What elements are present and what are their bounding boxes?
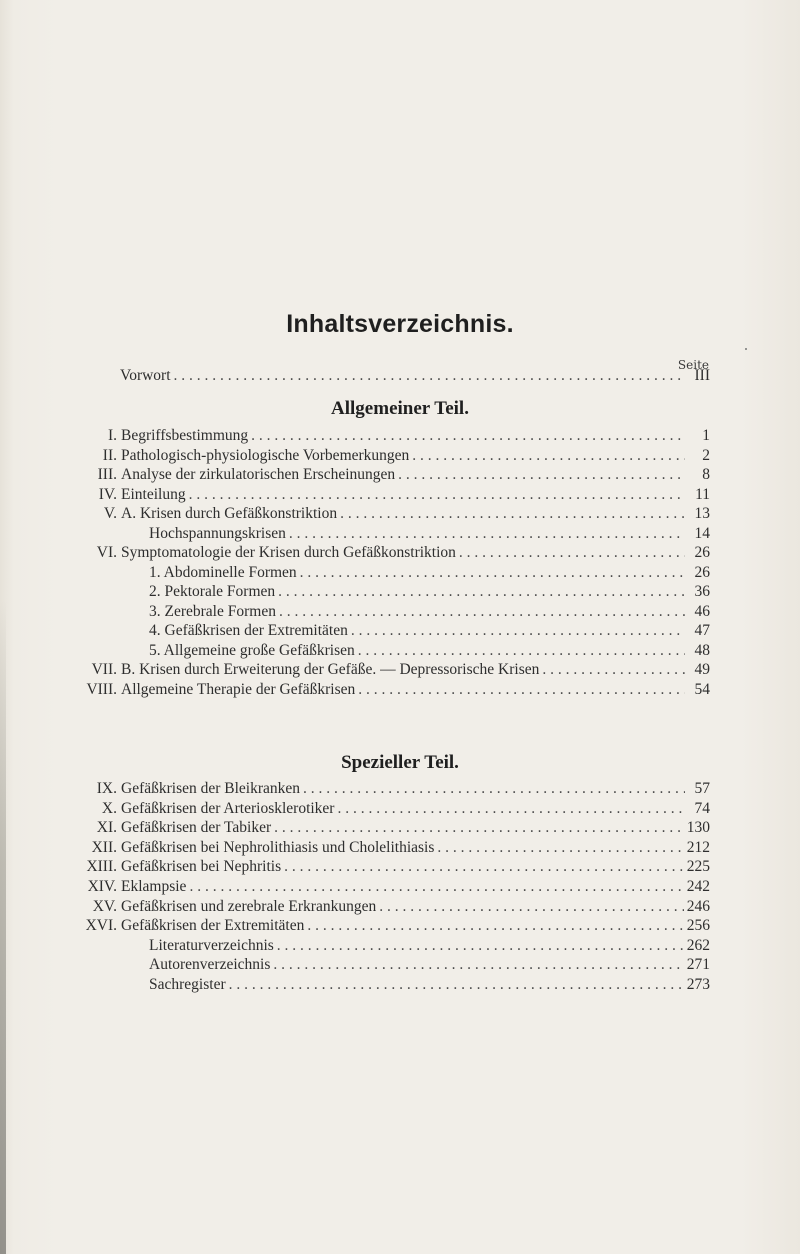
- toc-entry[interactable]: [64, 661, 710, 681]
- toc-entry[interactable]: [64, 858, 710, 878]
- toc-entry-title: Pathologisch-physiologische Vorbemerkungen: [121, 446, 410, 464]
- toc-entry-page: 1: [702, 427, 710, 444]
- toc-entry-number: I.: [107, 427, 117, 444]
- toc-entry-number: XI.: [96, 819, 117, 837]
- toc-entry-title: 2. Pektorale Formen: [149, 583, 276, 600]
- toc-entry-page: 49: [694, 661, 710, 678]
- toc-entry-page: 47: [694, 622, 710, 639]
- toc-entry-page: 8: [702, 466, 710, 483]
- dot-leader: [334, 800, 685, 818]
- toc-entry-page: 54: [694, 680, 710, 698]
- toc-entry-title: Symptomatologie der Krisen durch Gefäßkonstriktion: [121, 544, 456, 561]
- dot-leader: [171, 367, 685, 385]
- dot-leader: [186, 878, 683, 896]
- toc-entry-page: III: [694, 367, 710, 384]
- toc-entry-number: VII.: [91, 661, 117, 678]
- toc-entry-page: 242: [686, 878, 710, 895]
- dot-leader: [275, 583, 685, 601]
- dot-leader: [271, 819, 684, 837]
- toc-entry-page: 14: [694, 524, 710, 542]
- toc-entry-number: IX.: [96, 780, 117, 797]
- toc-entry[interactable]: [64, 642, 710, 662]
- toc-entry-page: 271: [686, 956, 710, 974]
- toc-entry-title: Gefäßkrisen der Arteriosklerotiker: [121, 799, 335, 817]
- section-heading-spezieller: Spezieller Teil.: [341, 752, 459, 773]
- toc-entry-title: Gefäßkrisen bei Nephritis: [121, 858, 282, 876]
- toc-entry-title: Begriffsbestimmung: [121, 427, 249, 444]
- toc-entry-title: Eklampsie: [121, 878, 187, 895]
- toc-entry-number: XIII.: [86, 858, 117, 876]
- toc-entry-title: Gefäßkrisen und zerebrale Erkrankungen: [121, 897, 377, 915]
- dot-leader: [434, 839, 683, 857]
- toc-entry-title: Vorwort: [120, 367, 171, 384]
- toc-entry[interactable]: [64, 525, 710, 545]
- toc-entry-title: Gefäßkrisen bei Nephrolithiasis und Cholelithiasis: [121, 838, 435, 856]
- dot-leader: [337, 505, 685, 523]
- dot-leader: [286, 525, 685, 543]
- dot-leader: [248, 427, 685, 445]
- toc-entry[interactable]: [64, 603, 710, 623]
- toc-entry-title: 5. Allgemeine große Gefäßkrisen: [149, 641, 355, 659]
- toc-entry-page: 225: [686, 858, 710, 876]
- toc-entry-title: A. Krisen durch Gefäßkonstriktion: [121, 505, 338, 522]
- toc-entry-number: VIII.: [86, 680, 117, 698]
- dot-leader: [395, 466, 685, 484]
- toc-entry-page: 256: [686, 917, 710, 935]
- toc-entry-title: Allgemeine Therapie der Gefäßkrisen: [121, 680, 356, 698]
- toc-entry-number: XV.: [92, 897, 117, 915]
- toc-entry-page: 212: [686, 838, 710, 856]
- toc-entry-number: XVI.: [85, 917, 117, 935]
- dot-leader: [355, 642, 685, 660]
- toc-entry-page: 262: [686, 936, 710, 954]
- dot-leader: [376, 898, 684, 916]
- toc-entry-vorwort[interactable]: [120, 367, 710, 387]
- toc-entry[interactable]: [64, 917, 710, 937]
- toc-entry-page: 48: [694, 641, 710, 659]
- dot-leader: [348, 622, 685, 640]
- dot-leader: [304, 917, 683, 935]
- toc-entry-page: 26: [694, 544, 710, 561]
- toc-entry[interactable]: [64, 937, 710, 957]
- toc-entry-number: III.: [97, 466, 117, 483]
- toc-entry[interactable]: [64, 898, 710, 918]
- toc-entry-number: XII.: [91, 838, 117, 856]
- paper-speck: [745, 348, 747, 350]
- toc-entry-page: 2: [702, 446, 710, 464]
- toc-entry-title: Analyse der zirkulatorischen Erscheinungen: [121, 466, 396, 483]
- toc-entry-title: Sachregister: [149, 976, 226, 993]
- toc-entry[interactable]: [64, 583, 710, 603]
- toc-entry-title: 4. Gefäßkrisen der Extremitäten: [149, 622, 348, 639]
- toc-entry[interactable]: [64, 427, 710, 447]
- toc-entry-title: Literaturverzeichnis: [149, 936, 274, 954]
- toc-entry[interactable]: [64, 976, 710, 996]
- toc-entry-title: Hochspannungskrisen: [149, 524, 286, 542]
- toc-entry[interactable]: [64, 447, 710, 467]
- toc-entry-page: 57: [694, 780, 710, 797]
- toc-entry-number: IV.: [98, 485, 117, 503]
- toc-entry[interactable]: [64, 819, 710, 839]
- dot-leader: [281, 858, 684, 876]
- toc-entry-page: 273: [686, 976, 710, 993]
- toc-entry[interactable]: [64, 486, 710, 506]
- toc-entry-number: XIV.: [87, 878, 117, 895]
- toc-entry[interactable]: [64, 839, 710, 859]
- toc-entry-page: 130: [686, 819, 710, 837]
- dot-leader: [409, 447, 685, 465]
- toc-entry-number: V.: [103, 505, 117, 522]
- toc-entry-page: 13: [694, 505, 710, 522]
- toc-entry[interactable]: [64, 878, 710, 898]
- dot-leader: [274, 937, 684, 955]
- book-spine-shadow: [0, 600, 6, 1254]
- toc-entry-page: 46: [694, 602, 710, 620]
- toc-entry[interactable]: [64, 681, 710, 701]
- toc-entry[interactable]: [64, 466, 710, 486]
- toc-entry-page: 74: [694, 799, 710, 817]
- toc-entry-page: 26: [694, 563, 710, 581]
- dot-leader: [456, 544, 685, 562]
- toc-entry-number: X.: [101, 799, 117, 817]
- toc-entry-title: B. Krisen durch Erweiterung der Gefäße. — Depressorische Krisen: [121, 661, 540, 678]
- toc-entry-page: 11: [695, 485, 710, 503]
- page-column-label: Seite: [677, 358, 709, 372]
- toc-entry-page: 36: [694, 583, 710, 600]
- dot-leader: [276, 603, 685, 621]
- toc-entry-title: Gefäßkrisen der Extremitäten: [121, 917, 305, 935]
- toc-entry-number: VI.: [96, 544, 117, 561]
- toc-entry-number: II.: [102, 446, 117, 464]
- section-heading-allgemeiner: Allgemeiner Teil.: [331, 398, 469, 419]
- toc-entry-title: 1. Abdominelle Formen: [149, 563, 297, 581]
- document-title: Inhaltsverzeichnis.: [286, 310, 514, 338]
- dot-leader: [186, 486, 685, 504]
- dot-leader: [270, 956, 683, 974]
- toc-entry[interactable]: [64, 505, 710, 525]
- toc-entry[interactable]: [64, 780, 710, 800]
- toc-entry[interactable]: [64, 800, 710, 820]
- toc-entry[interactable]: [64, 564, 710, 584]
- toc-entry[interactable]: [64, 956, 710, 976]
- dot-leader: [297, 564, 685, 582]
- toc-entry-title: Einteilung: [121, 485, 186, 503]
- dot-leader: [226, 976, 684, 994]
- toc-entry-page: 246: [686, 897, 710, 915]
- toc-entry[interactable]: [64, 544, 710, 564]
- dot-leader: [300, 780, 685, 798]
- toc-entry-title: Gefäßkrisen der Bleikranken: [121, 780, 301, 797]
- toc-entry-title: 3. Zerebrale Formen: [149, 602, 276, 620]
- toc-entry-title: Gefäßkrisen der Tabiker: [121, 819, 272, 837]
- dot-leader: [539, 661, 685, 679]
- toc-entry-title: Autorenverzeichnis: [149, 956, 271, 974]
- dot-leader: [355, 681, 685, 699]
- toc-entry[interactable]: [64, 622, 710, 642]
